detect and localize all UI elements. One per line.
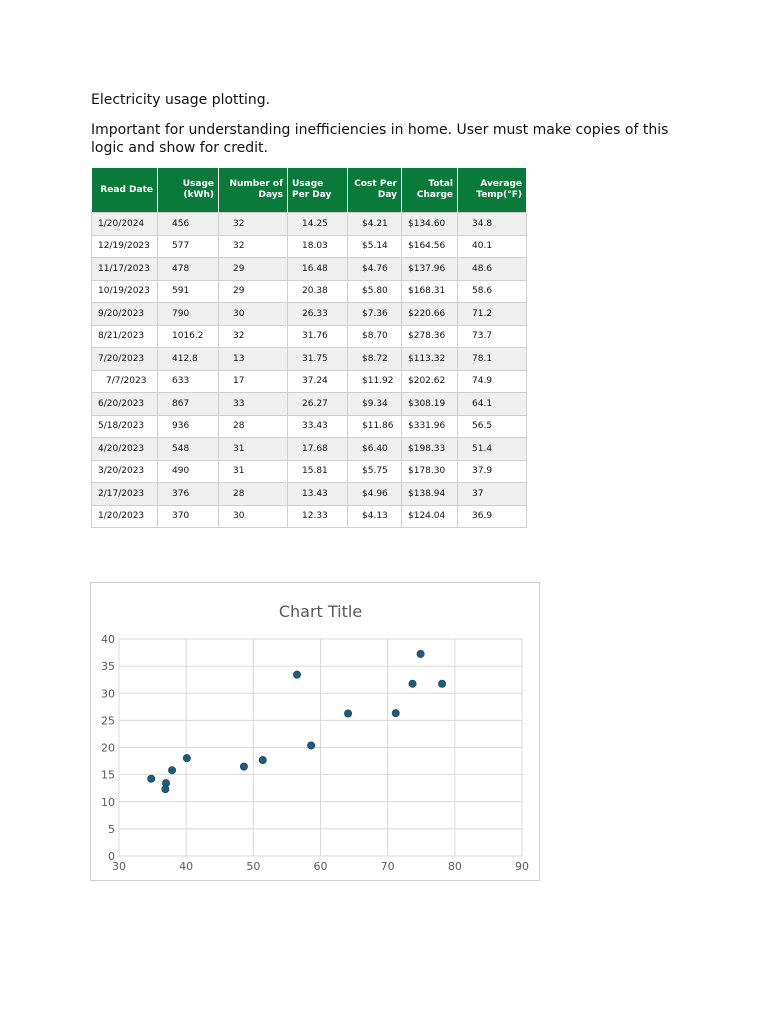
chart-container (90, 582, 540, 881)
intro-description: Important for understanding inefficiencies in home. User must make copies of this logic and show for credit. (91, 122, 669, 156)
cell-read-date: 1/20/2024 (92, 213, 158, 236)
table-row (92, 460, 527, 483)
y-tick-label: 40 (101, 633, 115, 646)
cell-cost-per-day: $8.72 (348, 348, 402, 371)
data-point (183, 755, 190, 762)
cell-total-charge: $137.96 (402, 258, 458, 281)
cell-avg-temp: 58.6 (458, 280, 527, 303)
cell-read-date: 10/19/2023 (92, 280, 158, 303)
cell-cost-per-day: $4.21 (348, 213, 402, 236)
cell-read-date: 12/19/2023 (92, 235, 158, 258)
table-row (92, 235, 527, 258)
cell-read-date: 7/20/2023 (92, 348, 158, 371)
cell-usage-per-day: 12.33 (288, 505, 348, 528)
data-point (307, 742, 314, 749)
cell-avg-temp: 51.4 (458, 438, 527, 461)
table-header-row (92, 168, 527, 213)
cell-cost-per-day: $11.92 (348, 370, 402, 393)
x-tick-label: 40 (179, 860, 194, 873)
x-tick-label: 80 (447, 860, 462, 873)
cell-read-date: 5/18/2023 (92, 415, 158, 438)
cell-avg-temp: 36.9 (458, 505, 527, 528)
y-tick-label: 30 (101, 687, 115, 701)
x-tick-label: 90 (515, 860, 529, 873)
y-tick-label: 15 (101, 768, 115, 782)
cell-total-charge: $124.04 (402, 505, 458, 528)
cell-days: 32 (219, 213, 288, 236)
table-row (92, 348, 527, 371)
table-row (92, 483, 527, 506)
chart-title: Chart Title (278, 602, 363, 621)
cell-days: 32 (219, 325, 288, 348)
cell-days: 32 (219, 235, 288, 258)
x-tick-label: 50 (246, 860, 261, 873)
y-tick-label: 35 (101, 660, 115, 674)
cell-days: 30 (219, 303, 288, 326)
y-tick-label: 10 (101, 795, 115, 809)
cell-usage: 376 (158, 483, 219, 506)
data-point (259, 756, 266, 763)
col-header-avg-temp: Average Temp(°F) (458, 168, 527, 213)
cell-usage-per-day: 18.03 (288, 235, 348, 258)
cell-total-charge: $164.56 (402, 235, 458, 258)
cell-usage: 867 (158, 393, 219, 416)
cell-days: 28 (219, 415, 288, 438)
cell-read-date: 2/17/2023 (92, 483, 158, 506)
cell-usage: 456 (158, 213, 219, 236)
cell-days: 31 (219, 460, 288, 483)
cell-total-charge: $308.19 (402, 393, 458, 416)
data-point (162, 786, 169, 793)
col-header-total-charge: Total Charge (402, 168, 458, 213)
cell-read-date: 6/20/2023 (92, 393, 158, 416)
cell-total-charge: $202.62 (402, 370, 458, 393)
table-row (92, 258, 527, 281)
cell-usage-per-day: 31.76 (288, 325, 348, 348)
data-point (392, 710, 399, 717)
scatter-chart (91, 583, 539, 880)
cell-usage: 591 (158, 280, 219, 303)
x-tick-label: 30 (112, 860, 126, 873)
cell-cost-per-day: $7.36 (348, 303, 402, 326)
table-row (92, 303, 527, 326)
cell-avg-temp: 56.5 (458, 415, 527, 438)
cell-total-charge: $178.30 (402, 460, 458, 483)
data-point (344, 710, 351, 717)
col-header-usage: Usage (kWh) (158, 168, 219, 213)
cell-total-charge: $138.94 (402, 483, 458, 506)
table-row (92, 280, 527, 303)
cell-usage-per-day: 20.38 (288, 280, 348, 303)
cell-days: 29 (219, 258, 288, 281)
cell-total-charge: $198.33 (402, 438, 458, 461)
cell-read-date: 1/20/2023 (92, 505, 158, 528)
cell-usage-per-day: 31.75 (288, 348, 348, 371)
cell-avg-temp: 37 (458, 483, 527, 506)
cell-usage-per-day: 13.43 (288, 483, 348, 506)
cell-days: 29 (219, 280, 288, 303)
cell-cost-per-day: $8.70 (348, 325, 402, 348)
cell-usage-per-day: 33.43 (288, 415, 348, 438)
y-tick-label: 25 (101, 714, 115, 728)
cell-usage-per-day: 17.68 (288, 438, 348, 461)
cell-usage: 412.8 (158, 348, 219, 371)
table-row (92, 438, 527, 461)
cell-cost-per-day: $4.13 (348, 505, 402, 528)
cell-cost-per-day: $9.34 (348, 393, 402, 416)
cell-usage: 370 (158, 505, 219, 528)
cell-avg-temp: 71.2 (458, 303, 527, 326)
cell-usage: 936 (158, 415, 219, 438)
data-point (293, 671, 300, 678)
cell-days: 31 (219, 438, 288, 461)
cell-avg-temp: 34.8 (458, 213, 527, 236)
cell-days: 28 (219, 483, 288, 506)
cell-cost-per-day: $5.75 (348, 460, 402, 483)
data-point (168, 767, 175, 774)
cell-total-charge: $113.32 (402, 348, 458, 371)
y-tick-label: 5 (108, 822, 115, 836)
cell-avg-temp: 37.9 (458, 460, 527, 483)
cell-read-date: 8/21/2023 (92, 325, 158, 348)
col-header-read-date: Read Date (92, 168, 158, 213)
cell-usage: 490 (158, 460, 219, 483)
intro-heading: Electricity usage plotting. (91, 92, 271, 108)
data-point (438, 680, 445, 687)
cell-usage: 548 (158, 438, 219, 461)
cell-usage-per-day: 15.81 (288, 460, 348, 483)
table-row (92, 505, 527, 528)
cell-cost-per-day: $11.86 (348, 415, 402, 438)
col-header-usage-per-day: Usage Per Day (288, 168, 348, 213)
data-point (240, 763, 247, 770)
data-point (409, 680, 416, 687)
cell-total-charge: $331.96 (402, 415, 458, 438)
cell-total-charge: $278.36 (402, 325, 458, 348)
cell-avg-temp: 74.9 (458, 370, 527, 393)
table-row (92, 325, 527, 348)
y-tick-label: 20 (101, 741, 115, 755)
col-header-cost-per-day: Cost Per Day (348, 168, 402, 213)
cell-usage: 633 (158, 370, 219, 393)
cell-cost-per-day: $5.14 (348, 235, 402, 258)
cell-usage-per-day: 37.24 (288, 370, 348, 393)
col-header-days: Number of Days (219, 168, 288, 213)
cell-total-charge: $220.66 (402, 303, 458, 326)
cell-usage-per-day: 14.25 (288, 213, 348, 236)
cell-avg-temp: 73.7 (458, 325, 527, 348)
cell-avg-temp: 78.1 (458, 348, 527, 371)
cell-usage-per-day: 26.27 (288, 393, 348, 416)
cell-days: 13 (219, 348, 288, 371)
cell-avg-temp: 40.1 (458, 235, 527, 258)
cell-avg-temp: 64.1 (458, 393, 527, 416)
cell-read-date: 11/17/2023 (92, 258, 158, 281)
cell-usage: 790 (158, 303, 219, 326)
cell-cost-per-day: $4.96 (348, 483, 402, 506)
table-row (92, 415, 527, 438)
x-tick-label: 60 (313, 860, 328, 873)
y-tick-label: 0 (108, 850, 115, 863)
cell-read-date: 9/20/2023 (92, 303, 158, 326)
cell-days: 30 (219, 505, 288, 528)
cell-usage: 478 (158, 258, 219, 281)
cell-read-date: 4/20/2023 (92, 438, 158, 461)
table-row (92, 370, 527, 393)
cell-total-charge: $134.60 (402, 213, 458, 236)
cell-usage: 577 (158, 235, 219, 258)
cell-days: 17 (219, 370, 288, 393)
table-row (92, 213, 527, 236)
cell-cost-per-day: $6.40 (348, 438, 402, 461)
cell-days: 33 (219, 393, 288, 416)
data-point (417, 650, 424, 657)
table-row (92, 393, 527, 416)
cell-read-date: 7/7/2023 (92, 370, 158, 393)
cell-usage-per-day: 16.48 (288, 258, 348, 281)
cell-total-charge: $168.31 (402, 280, 458, 303)
cell-read-date: 3/20/2023 (92, 460, 158, 483)
cell-cost-per-day: $5.80 (348, 280, 402, 303)
data-point (148, 775, 155, 782)
x-tick-label: 70 (380, 860, 395, 873)
cell-avg-temp: 48.6 (458, 258, 527, 281)
cell-usage: 1016.2 (158, 325, 219, 348)
cell-cost-per-day: $4.76 (348, 258, 402, 281)
cell-usage-per-day: 26.33 (288, 303, 348, 326)
usage-table (91, 168, 527, 528)
